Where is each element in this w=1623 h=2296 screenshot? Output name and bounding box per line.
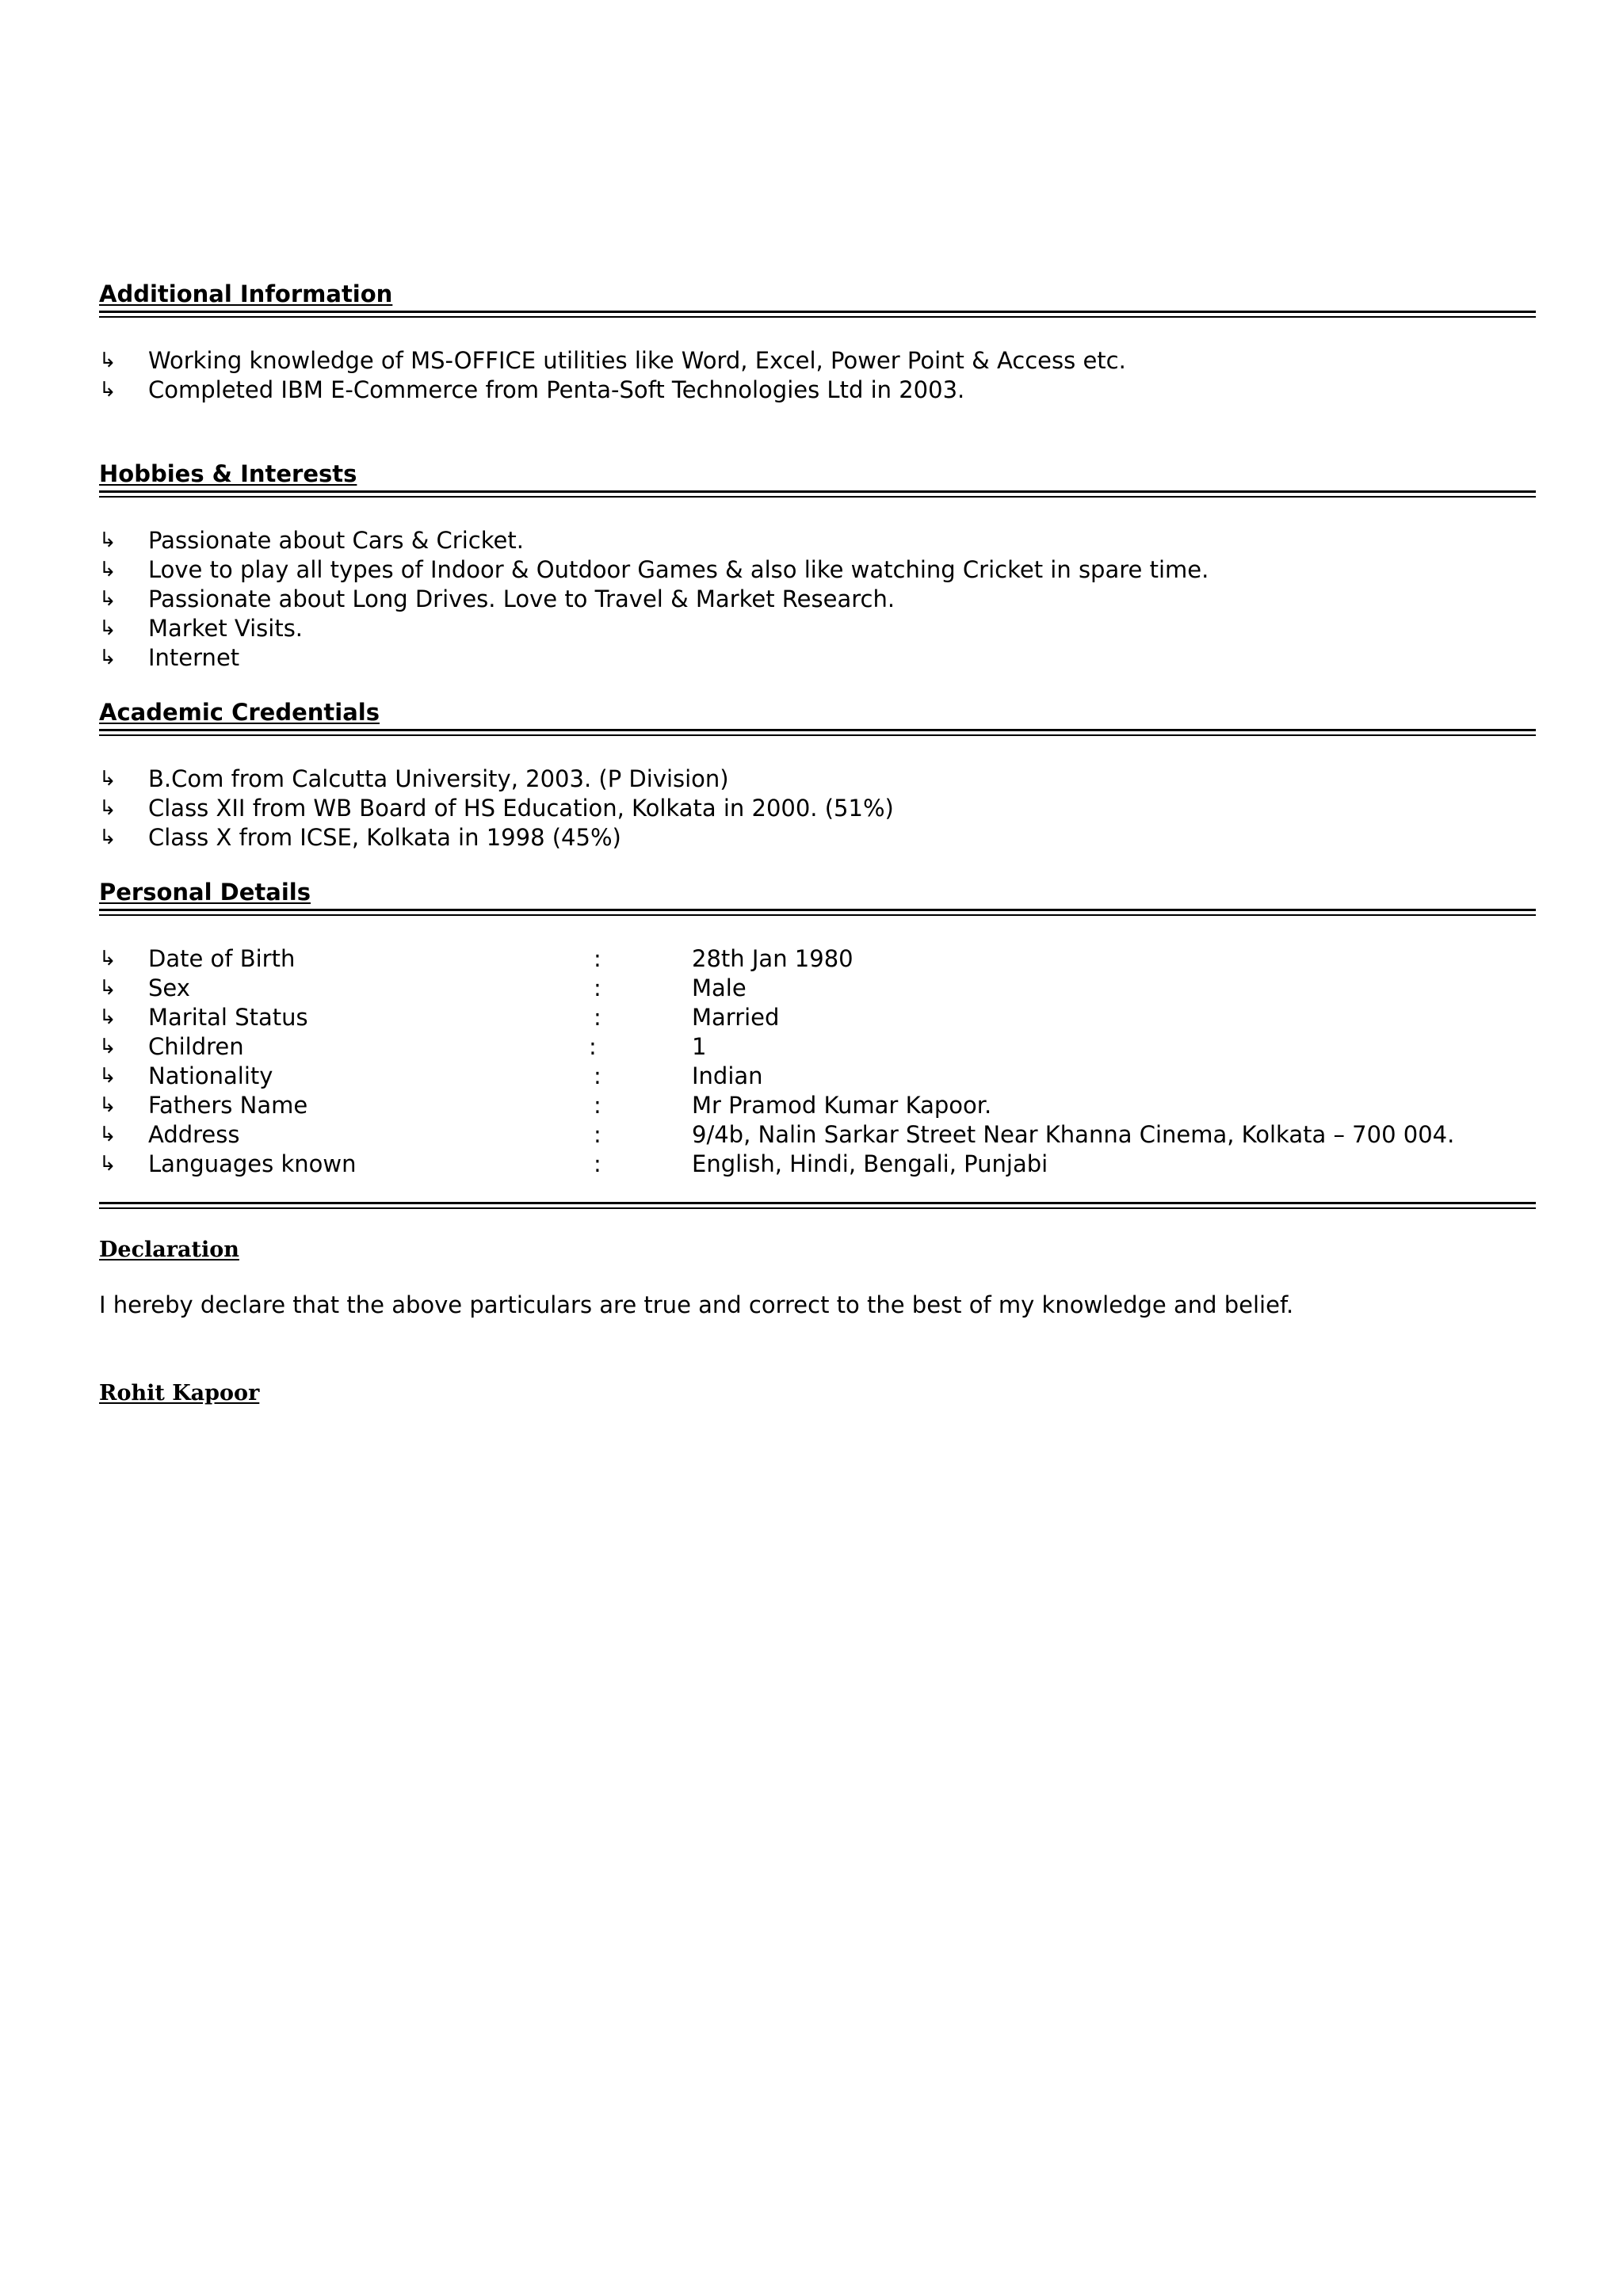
arrow-bullet-icon: ↳: [99, 947, 116, 971]
arrow-bullet-icon: ↳: [99, 558, 116, 582]
arrow-bullet-icon: ↳: [99, 1035, 116, 1058]
detail-value: English, Hindi, Bengali, Punjabi: [692, 1150, 1048, 1177]
list-item: ↳ Market Visits.: [99, 615, 304, 642]
arrow-bullet-icon: ↳: [99, 349, 116, 372]
personal-details-heading: Personal Details: [99, 879, 311, 906]
detail-label: Date of Birth: [148, 945, 296, 972]
detail-value: 28th Jan 1980: [692, 945, 854, 972]
detail-separator: :: [594, 1004, 601, 1031]
arrow-bullet-icon: ↳: [99, 796, 116, 820]
personal-details-list: [99, 944, 1536, 1179]
arrow-bullet-icon: ↳: [99, 528, 116, 552]
arrow-bullet-icon: ↳: [99, 378, 116, 402]
list-item: ↳ Class XII from WB Board of HS Education, Kolkata in 2000. (51%): [99, 795, 894, 822]
arrow-bullet-icon: ↳: [99, 976, 116, 1000]
list-item: ↳ Working knowledge of MS-OFFICE utilities like Word, Excel, Power Point & Access etc.: [99, 347, 1126, 374]
personal-detail-row: [99, 1032, 1536, 1062]
personal-detail-row: [99, 1003, 1536, 1032]
detail-value: Mr Pramod Kumar Kapoor.: [692, 1092, 992, 1119]
detail-label: Marital Status: [148, 1004, 308, 1031]
personal-detail-row: [99, 1120, 1536, 1150]
arrow-bullet-icon: ↳: [99, 616, 116, 640]
arrow-bullet-icon: ↳: [99, 826, 116, 849]
academic-credentials-heading: Academic Credentials: [99, 699, 380, 726]
detail-value: 9/4b, Nalin Sarkar Street Near Khanna Cinema, Kolkata – 700 004.: [692, 1121, 1455, 1148]
personal-detail-row: [99, 1062, 1536, 1091]
list-item: ↳ Completed IBM E-Commerce from Penta-Soft Technologies Ltd in 2003.: [99, 376, 965, 403]
arrow-bullet-icon: ↳: [99, 587, 116, 611]
list-item: ↳ Internet: [99, 644, 240, 671]
detail-separator: :: [594, 1150, 601, 1177]
academic-list: [99, 765, 1536, 852]
list-item: ↳ Class X from ICSE, Kolkata in 1998 (45%): [99, 824, 621, 851]
list-item: ↳ Passionate about Cars & Cricket.: [99, 527, 524, 554]
section-divider: [99, 909, 1536, 916]
detail-label: Fathers Name: [148, 1092, 308, 1119]
detail-separator: :: [594, 945, 601, 972]
detail-value: Male: [692, 974, 747, 1001]
arrow-bullet-icon: ↳: [99, 1152, 116, 1176]
signature-name: Rohit Kapoor: [99, 1381, 260, 1405]
hobbies-list: [99, 526, 1536, 673]
detail-separator: :: [594, 1121, 601, 1148]
personal-detail-row: [99, 1150, 1536, 1179]
section-divider: [99, 311, 1536, 318]
arrow-bullet-icon: ↳: [99, 1093, 116, 1117]
list-item: ↳ B.Com from Calcutta University, 2003. (P Division): [99, 765, 729, 792]
list-item: ↳ Passionate about Long Drives. Love to Travel & Market Research.: [99, 585, 896, 612]
personal-detail-row: [99, 1091, 1536, 1120]
detail-value: Married: [692, 1004, 780, 1031]
declaration-heading: Declaration: [99, 1238, 239, 1262]
arrow-bullet-icon: ↳: [99, 767, 116, 791]
detail-separator: :: [589, 1033, 597, 1060]
arrow-bullet-icon: ↳: [99, 1064, 116, 1088]
detail-label: Sex: [148, 974, 190, 1001]
detail-value: 1: [692, 1033, 707, 1060]
section-divider: [99, 1202, 1536, 1209]
detail-separator: :: [594, 1092, 601, 1119]
arrow-bullet-icon: ↳: [99, 1123, 116, 1146]
detail-value: Indian: [692, 1062, 763, 1089]
detail-label: Languages known: [148, 1150, 357, 1177]
section-divider: [99, 729, 1536, 736]
detail-label: Children: [148, 1033, 244, 1060]
personal-detail-row: [99, 944, 1536, 974]
declaration-text: I hereby declare that the above particulars are true and correct to the best of my knowledge and belief.: [99, 1291, 1294, 1318]
section-divider: [99, 490, 1536, 498]
detail-label: Address: [148, 1121, 240, 1148]
list-item: ↳ Love to play all types of Indoor & Outdoor Games & also like watching Cricket in spare time.: [99, 556, 1209, 583]
arrow-bullet-icon: ↳: [99, 1005, 116, 1029]
detail-separator: :: [594, 1062, 601, 1089]
detail-label: Nationality: [148, 1062, 273, 1089]
personal-detail-row: [99, 974, 1536, 1003]
additional-information-heading: Additional Information: [99, 280, 393, 307]
additional-information-list: [99, 346, 1536, 405]
hobbies-interests-heading: Hobbies & Interests: [99, 460, 357, 487]
detail-separator: :: [594, 974, 601, 1001]
arrow-bullet-icon: ↳: [99, 646, 116, 669]
